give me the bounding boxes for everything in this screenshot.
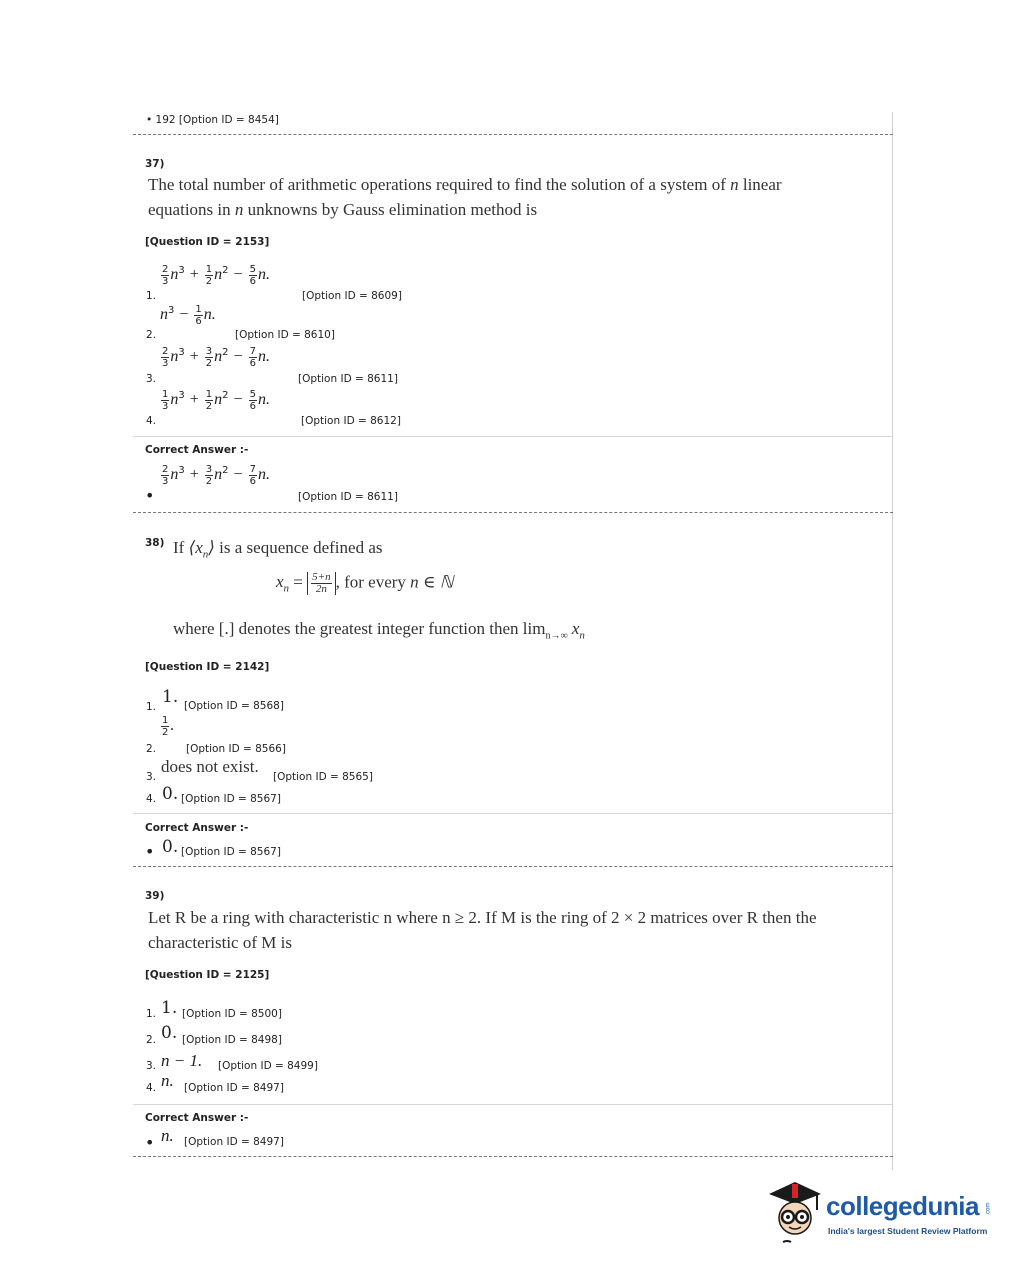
sequence-definition: $x_n$ = $\frac{5+n}{2n}$ , for every n ∈ ℕ — [276, 571, 454, 595]
question-38-line1: If $⟨x_n⟩$ is a sequence defined as — [173, 538, 383, 561]
question-37-line1: The total number of arithmetic operations required to find the solution of a system of n linear — [148, 175, 782, 194]
prev-option — [146, 114, 279, 126]
question-number-39: 39) — [145, 890, 165, 902]
option-number: 4. — [146, 415, 157, 427]
option-number: 1. — [146, 1008, 157, 1020]
option-38-4-value[interactable]: 0. — [162, 784, 179, 804]
option-number: 4. — [146, 1082, 157, 1094]
option-id: [Option ID = 8567] — [181, 793, 281, 805]
divider — [133, 512, 893, 513]
brand-domain: .com — [985, 1202, 992, 1216]
option-37-2-expression[interactable]: $n^3$ − $\frac{1}{6}$ n. — [160, 304, 216, 327]
question-id: [Question ID = 2125] — [145, 969, 270, 981]
option-id: [Option ID = 8498] — [182, 1034, 282, 1046]
question-number-38: 38) — [145, 537, 165, 549]
mascot-logo-icon — [765, 1180, 825, 1244]
option-number: 1. — [146, 701, 157, 713]
option-39-3-value[interactable]: n − 1. — [161, 1051, 203, 1070]
brand-tagline: India's largest Student Review Platform — [828, 1226, 988, 1236]
correct-answer-label: Correct Answer :- — [145, 822, 249, 834]
bullet: • — [145, 842, 155, 861]
option-37-1-expression[interactable]: $\frac{2}{3}$ $n^3$ + $\frac{1}{2}$ $n^2$ − $\frac{5}{6}$ n. — [162, 264, 270, 287]
option-id: [Option ID = 8610] — [235, 329, 335, 341]
option-id: [Option ID = 8500] — [182, 1008, 282, 1020]
option-number: 2. — [146, 329, 157, 341]
correct-answer-39-value: n. — [161, 1126, 174, 1145]
option-39-4-value[interactable]: n. — [161, 1071, 174, 1090]
option-id: [Option ID = 8497] — [184, 1082, 284, 1094]
bullet: • — [145, 486, 155, 505]
option-number: 2. — [146, 1034, 157, 1046]
option-number: 4. — [146, 793, 157, 805]
question-39-line2: characteristic of M is — [148, 933, 292, 952]
option-id: [Option ID = 8611] — [298, 373, 398, 385]
option-id: [Option ID = 8565] — [273, 771, 373, 783]
bullet: • — [145, 1133, 155, 1152]
option-id: [Option ID = 8612] — [301, 415, 401, 427]
divider — [133, 1104, 893, 1105]
option-text: 192 [Option ID = 8454] — [155, 114, 279, 126]
option-id: [Option ID = 8499] — [218, 1060, 318, 1072]
option-37-4-expression[interactable]: $\frac{1}{3}$ $n^3$ + $\frac{1}{2}$ $n^2$ − $\frac{5}{6}$ n. — [162, 389, 270, 412]
question-id: [Question ID = 2153] — [145, 236, 270, 248]
divider — [133, 866, 893, 867]
correct-answer-38-value: 0. — [162, 837, 179, 857]
brand-name: collegedunia — [826, 1191, 979, 1221]
option-38-1-value[interactable]: 1. — [162, 687, 179, 707]
divider — [133, 813, 893, 814]
correct-answer-37-expression: $\frac{2}{3}$ $n^3$ + $\frac{3}{2}$ $n^2$ − $\frac{7}{6}$ n. — [162, 464, 270, 487]
option-number: 3. — [146, 373, 157, 385]
correct-answer-label: Correct Answer :- — [145, 1112, 249, 1124]
question-39-line1: Let R be a ring with characteristic n where n ≥ 2. If M is the ring of 2 × 2 matrices over R then the — [148, 908, 817, 927]
divider — [133, 436, 893, 437]
option-id: [Option ID = 8568] — [184, 700, 284, 712]
correct-answer-label: Correct Answer :- — [145, 444, 249, 456]
option-id: [Option ID = 8567] — [181, 846, 281, 858]
option-id: [Option ID = 8611] — [298, 491, 398, 503]
option-number: 3. — [146, 771, 157, 783]
option-38-2-value[interactable]: $\frac{1}{2}$ . — [162, 715, 175, 738]
option-number: 2. — [146, 743, 157, 755]
divider — [133, 1156, 893, 1157]
question-38-line3: where [.] denotes the greatest integer function then $\lim_{n\to\infty} x_n$ — [173, 619, 585, 642]
option-39-1-value[interactable]: 1. — [161, 998, 178, 1018]
right-border — [892, 112, 893, 1170]
bullet: • — [146, 114, 153, 126]
option-number: 1. — [146, 290, 157, 302]
question-37-line2: equations in n unknowns by Gauss elimination method is — [148, 200, 538, 219]
option-id: [Option ID = 8609] — [302, 290, 402, 302]
option-id: [Option ID = 8497] — [184, 1136, 284, 1148]
option-38-3-value[interactable]: does not exist. — [161, 757, 259, 776]
option-37-3-expression[interactable]: $\frac{2}{3}$ $n^3$ + $\frac{3}{2}$ $n^2$ − $\frac{7}{6}$ n. — [162, 346, 270, 369]
option-id: [Option ID = 8566] — [186, 743, 286, 755]
divider — [133, 134, 893, 135]
option-number: 3. — [146, 1060, 157, 1072]
question-number-37: 37) — [145, 158, 165, 170]
option-39-2-value[interactable]: 0. — [161, 1023, 178, 1043]
question-id: [Question ID = 2142] — [145, 661, 270, 673]
